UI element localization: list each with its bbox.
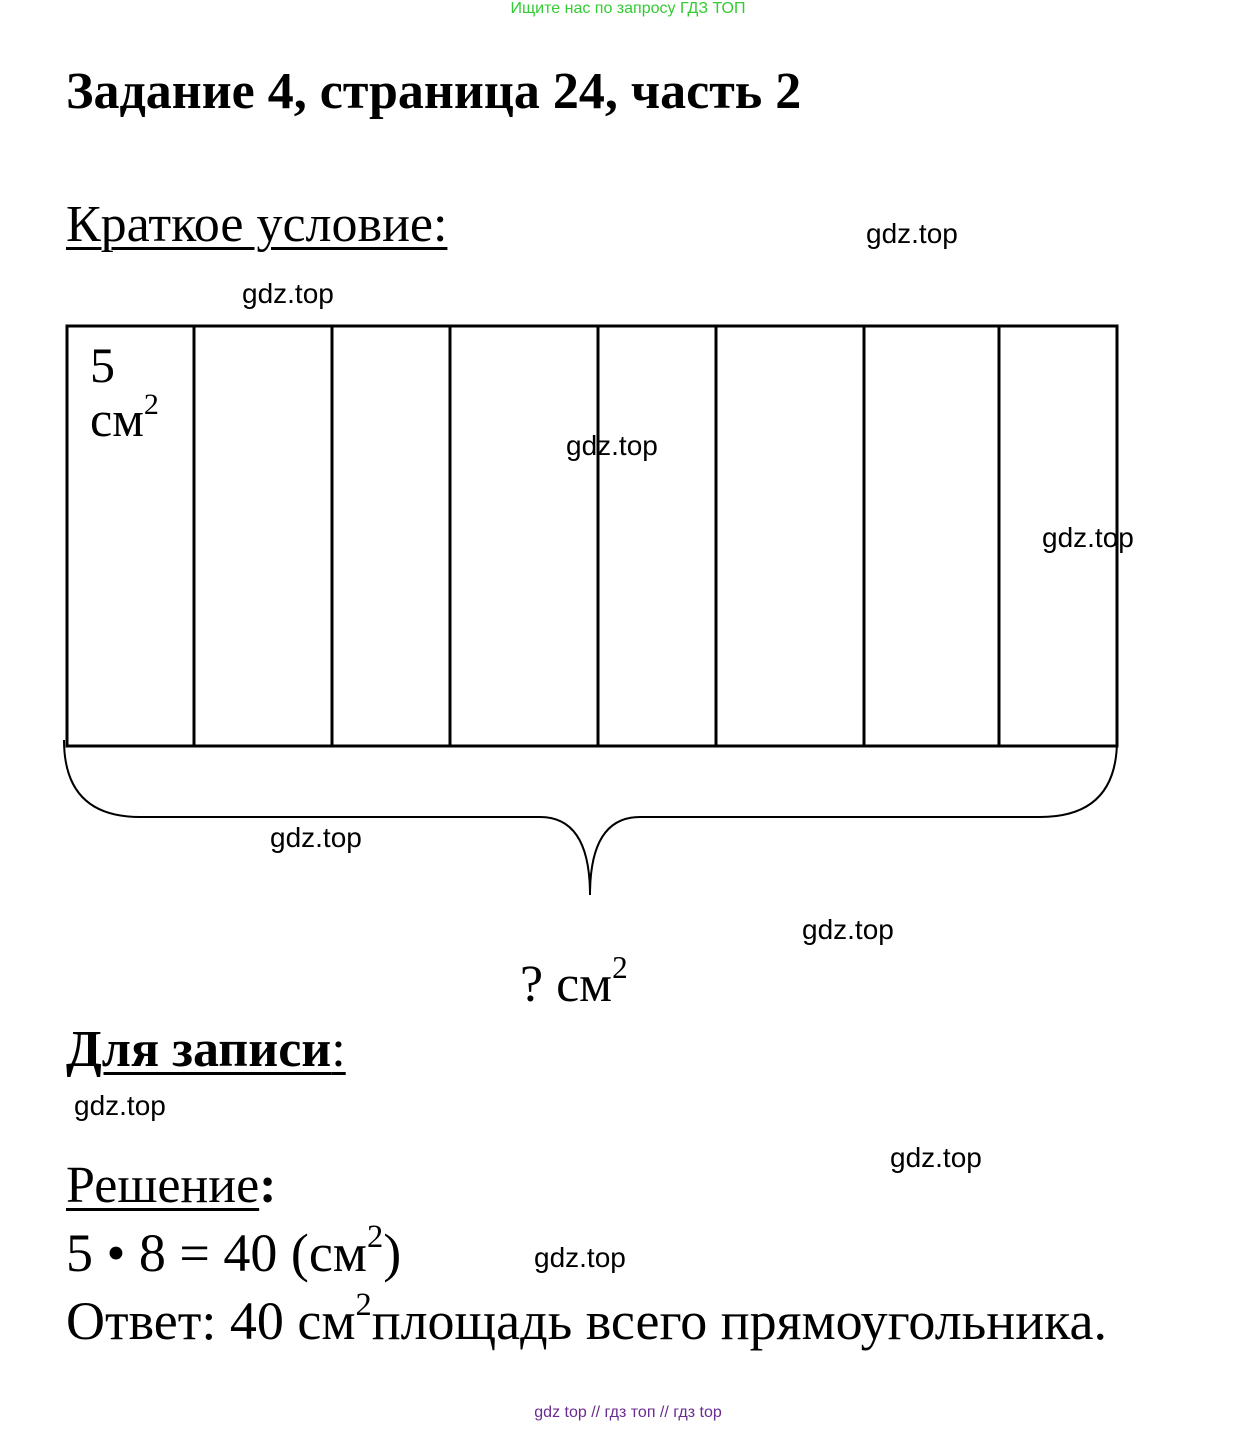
answer-power: 2 (355, 1286, 372, 1323)
watermark: gdz.top (1042, 522, 1134, 553)
watermark: gdz.top (242, 278, 334, 309)
expression-power: 2 (366, 1218, 384, 1255)
watermark: gdz.top (74, 1090, 166, 1121)
watermark: gdz.top (802, 914, 894, 945)
short-condition-heading: Краткое условие: (66, 196, 448, 253)
record-heading-colon: : (331, 1021, 346, 1078)
cell-value: 5 (90, 337, 115, 393)
expression-text: 5 • 8 = 40 (см (66, 1223, 367, 1283)
watermark: gdz.top (270, 822, 362, 853)
total-area-label (520, 949, 628, 1014)
answer-end: площадь всего прямоугольника. (371, 1291, 1107, 1351)
solution-expression (66, 1218, 402, 1284)
total-question: ? см (520, 956, 613, 1013)
solution-heading-text: Решение (66, 1157, 260, 1214)
solution-heading (66, 1156, 277, 1215)
watermark: gdz.top (890, 1142, 982, 1173)
page-title: Задание 4, страница 24, часть 2 (66, 63, 802, 120)
total-power: 2 (612, 949, 628, 985)
cell-unit-power: 2 (143, 387, 159, 421)
footer-links[interactable]: gdz top // гдз топ // гдз top (534, 1404, 722, 1421)
solution-heading-colon: : (259, 1157, 277, 1214)
record-heading (66, 1020, 346, 1079)
top-banner: Ищите нас по запросу ГДЗ ТОП (510, 0, 746, 17)
answer-start: Ответ: 40 см (66, 1291, 356, 1351)
cell-unit: см (90, 391, 144, 447)
curly-brace (64, 740, 1117, 895)
expression-close: ) (383, 1223, 402, 1283)
watermark: gdz.top (534, 1242, 626, 1273)
watermark: gdz.top (566, 430, 658, 461)
answer-line (66, 1286, 1107, 1352)
record-heading-text: Для записи (66, 1021, 332, 1078)
cell-area-label (90, 338, 159, 454)
watermark: gdz.top (866, 218, 958, 249)
outer-rectangle (67, 326, 1117, 746)
